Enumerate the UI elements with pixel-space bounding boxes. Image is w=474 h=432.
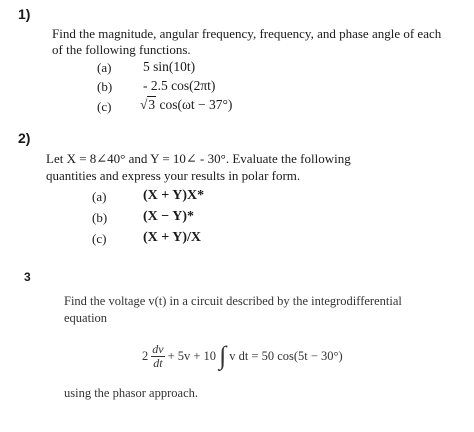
eq-middle-terms: + 5v + 10: [167, 348, 217, 363]
eq-rhs: v dt = 50 cos(5t − 30°): [229, 348, 343, 363]
q1-item-a-expr: 5 sin(10t): [143, 59, 196, 74]
q1-item-c-label: (c): [97, 99, 112, 114]
q1-item-c-expr: cos(ωt − 37°): [159, 97, 233, 112]
q1-item-b-label: (b): [97, 79, 113, 94]
q2-item-c-label: (c): [92, 231, 107, 246]
question-3-stem-line2: equation: [64, 311, 108, 325]
q2-item-a-expr: (X + Y)X*: [143, 188, 205, 203]
question-1-number: 1): [18, 6, 31, 22]
question-3-stem: Find the voltage v(t) in a circuit described by the integrodifferential: [64, 294, 402, 308]
q1-item-a-label: (a): [97, 60, 112, 75]
question-3-equation: [142, 341, 343, 371]
q2-item-b-label: (b): [92, 210, 108, 225]
q1-item-c-root: 3: [148, 97, 156, 112]
q1-item-b-expr: - 2.5 cos(2πt): [143, 78, 216, 93]
question-2-stem-line2: quantities and express your results in polar form.: [46, 168, 301, 183]
question-2-number: 2): [18, 130, 31, 146]
question-3-closing: using the phasor approach.: [64, 386, 198, 400]
integral-icon: ∫: [219, 341, 227, 370]
question-3-number: 3: [24, 270, 31, 284]
eq-derivative-fraction: [151, 343, 164, 370]
q1-item-c-expr-wrap: [140, 97, 232, 113]
q2-item-c-expr: (X + Y)/X: [143, 230, 202, 245]
question-1-stem: Find the magnitude, angular frequency, frequency, and phase angle of each: [52, 26, 442, 41]
eq-fraction-numerator: dv: [152, 341, 164, 356]
q2-item-b-expr: (X − Y)*: [143, 209, 195, 224]
question-2-stem: Let X = 8∠40° and Y = 10∠ - 30°. Evaluate the following: [46, 151, 351, 166]
question-1-stem-line2: of the following functions.: [52, 42, 191, 57]
q2-item-a-label: (a): [92, 189, 107, 204]
sqrt-icon: √: [140, 97, 148, 112]
eq-fraction-denominator: dt: [153, 355, 163, 370]
eq-coefficient: 2: [142, 348, 149, 363]
